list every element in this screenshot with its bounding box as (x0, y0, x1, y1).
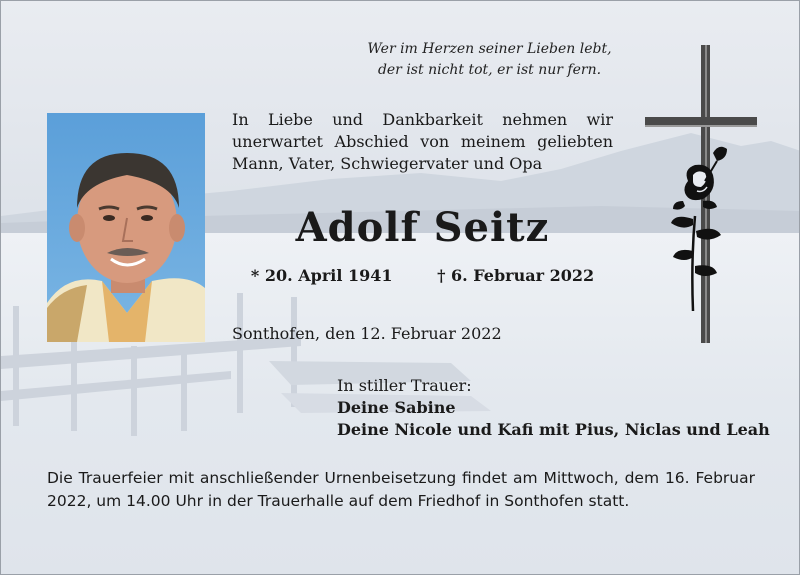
portrait-photo (47, 113, 205, 342)
mourner-line-1: Deine Sabine (337, 398, 456, 417)
mourners-block (337, 375, 770, 441)
birth-date: * 20. April 1941 (250, 266, 393, 285)
memorial-quote (367, 39, 612, 81)
quote-line-1: Wer im Herzen seiner Lieben lebt, (367, 41, 612, 57)
funeral-service-text: Die Trauerfeier mit anschließender Urnenbeisetzung findet am Mittwoch, dem 16. Februar 2022, um 14.00 Uhr in der Trauerhalle auf dem Friedhof in Sonthofen statt. (47, 469, 755, 510)
place-and-date: Sonthofen, den 12. Februar 2022 (232, 324, 502, 343)
death-date: † 6. Februar 2022 (437, 266, 595, 285)
life-dates (232, 266, 613, 285)
intro-text: In Liebe und Dankbarkeit nehmen wir unerwartet Abschied von meinem geliebten Mann, Vater, Schwiegervater und Opa (232, 110, 613, 173)
mourner-line-2: Deine Nicole und Kafi mit Pius, Niclas und Leah (337, 420, 770, 439)
cross-with-rose-icon (643, 41, 763, 351)
quote-line-2: der ist nicht tot, er ist nur fern. (377, 62, 602, 78)
deceased-name: Adolf Seitz (295, 204, 550, 251)
mourners-heading: In stiller Trauer: (337, 376, 472, 395)
